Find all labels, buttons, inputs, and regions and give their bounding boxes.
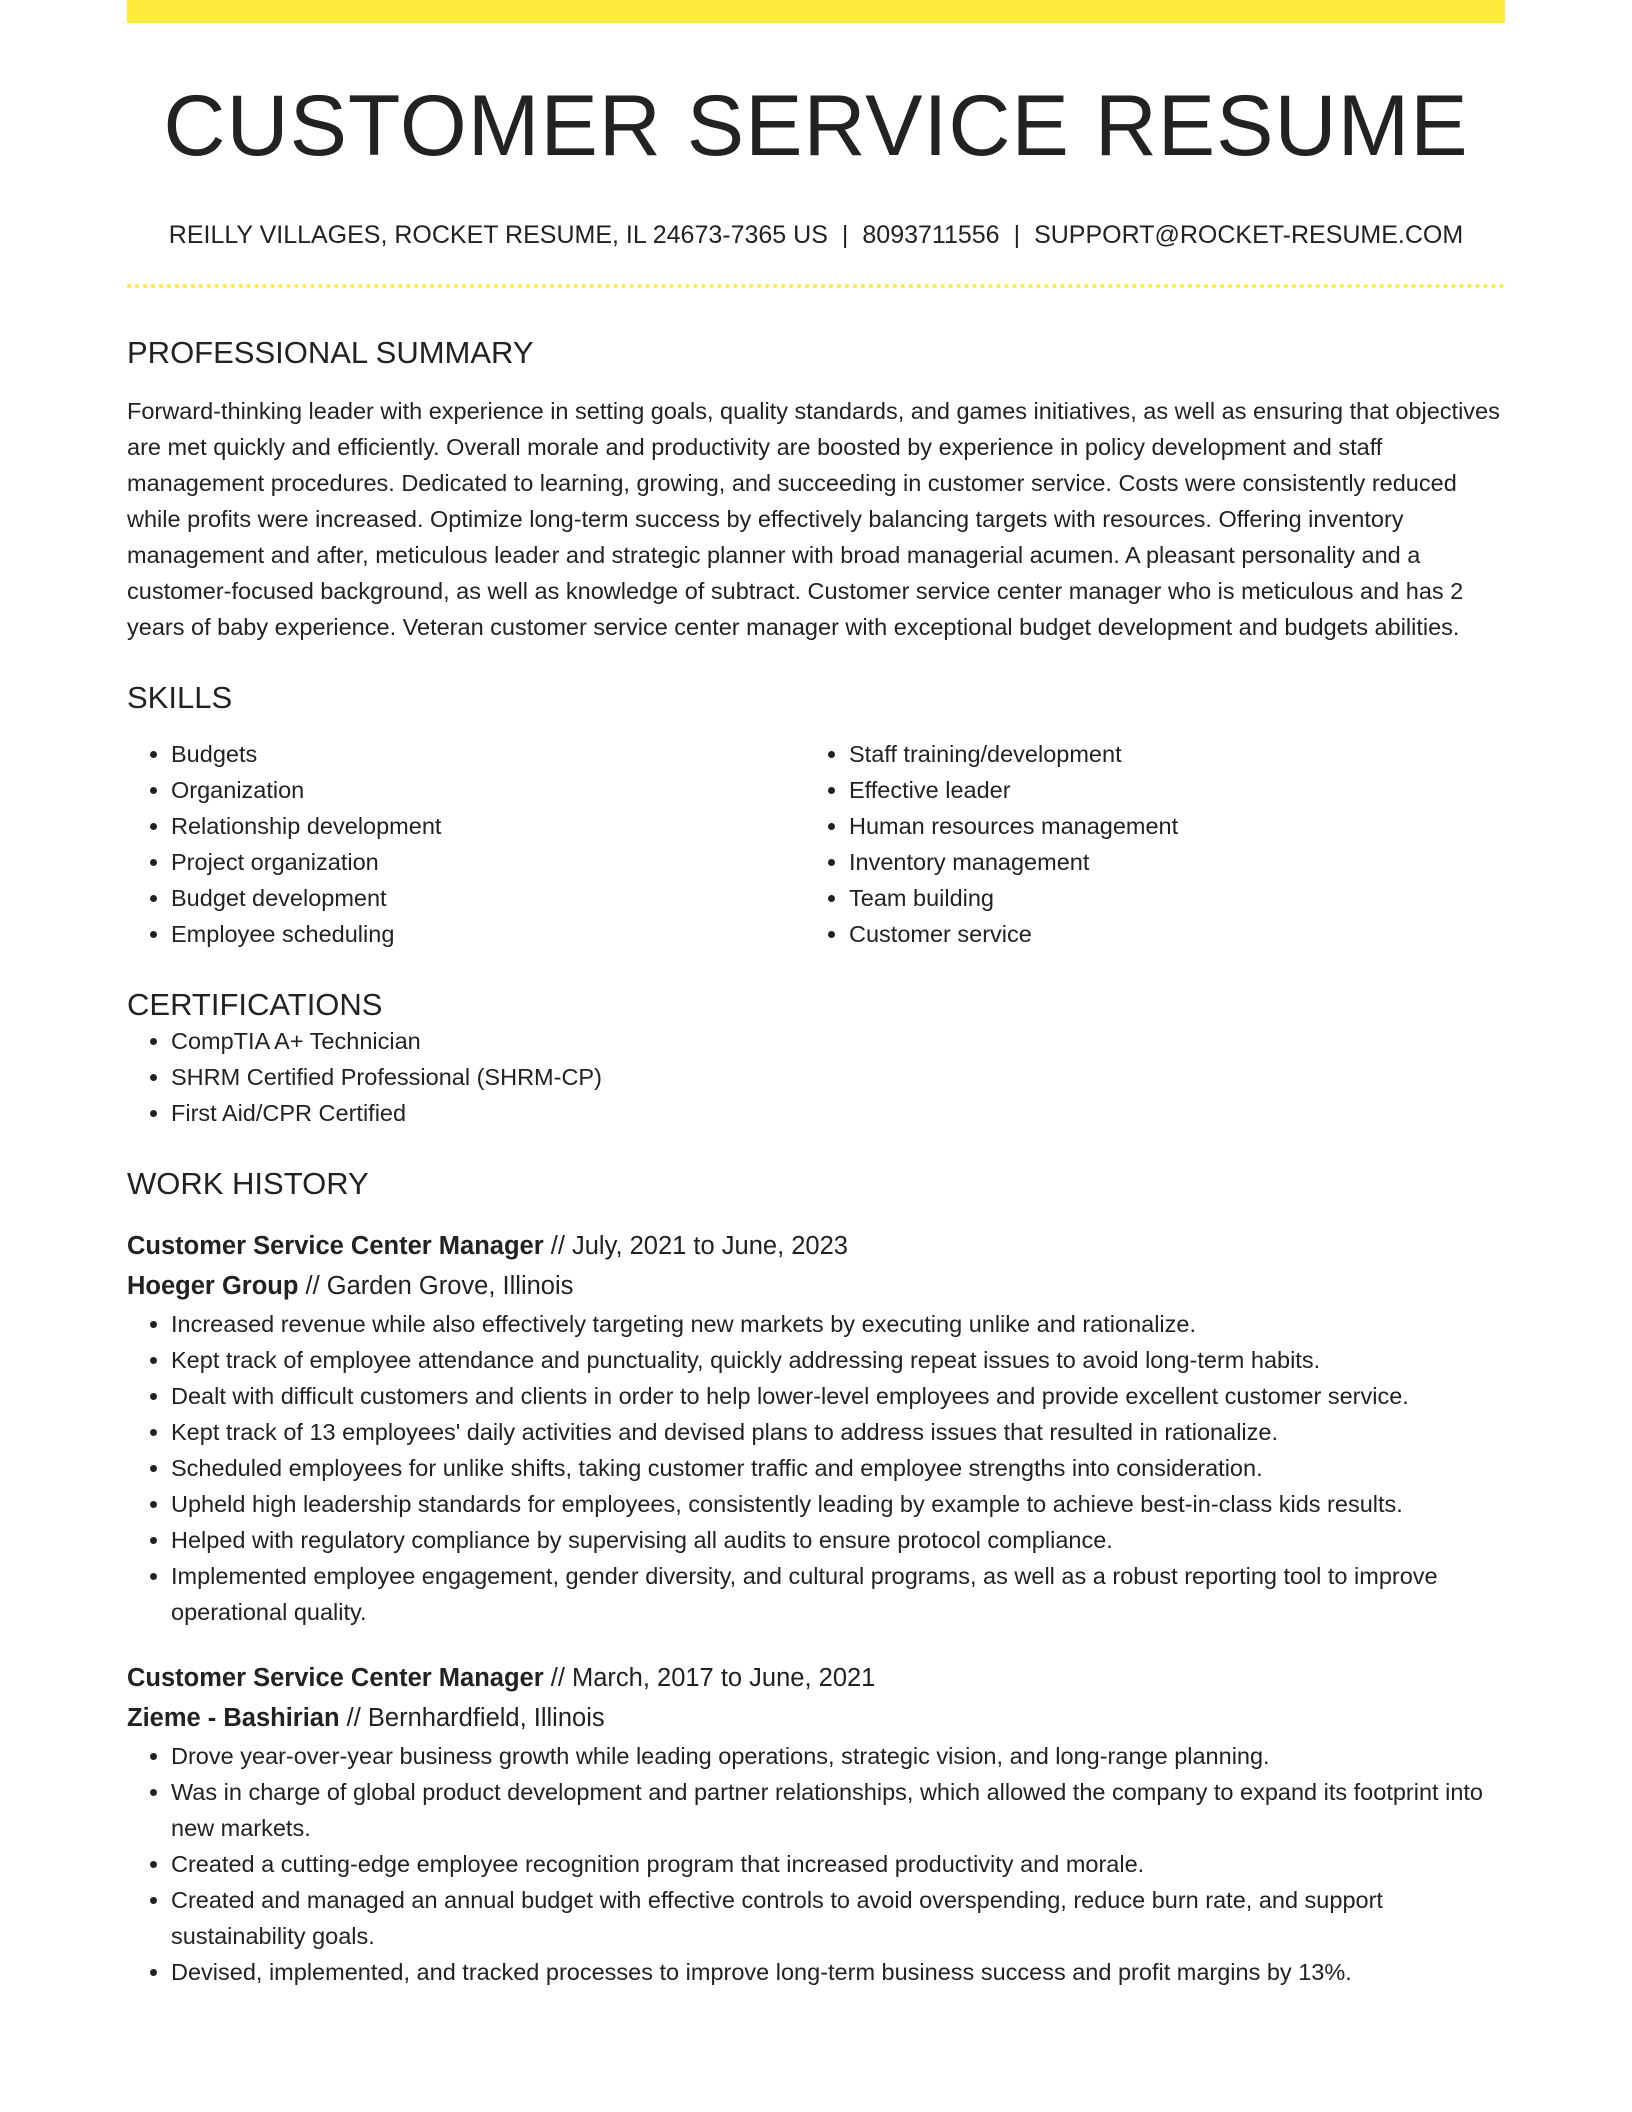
skill-item: • Employee scheduling [171, 916, 805, 952]
skill-item: • Inventory management [849, 844, 1483, 880]
job-duty-item: • Helped with regulatory compliance by supervising all audits to ensure protocol compliance. [171, 1522, 1505, 1558]
job-duty-item: • Created a cutting-edge employee recognition program that increased productivity and morale. [171, 1846, 1505, 1882]
job-role: Customer Service Center Manager [127, 1664, 544, 1693]
job-duty-item: • Was in charge of global product development and partner relationships, which allowed the company to expand its footprint into new markets. [171, 1774, 1505, 1846]
job-duty-item: • Implemented employee engagement, gender diversity, and cultural programs, as well as a robust reporting tool to improve operational quality. [171, 1558, 1505, 1630]
skill-item: • Staff training/development [849, 736, 1483, 772]
top-accent-bar [127, 0, 1505, 23]
summary-text: Forward-thinking leader with experience in setting goals, quality standards, and games initiatives, as well as ensuring that objectives are met quickly and efficiently. Overall morale and productivity are boosted by experience in policy development and staff management procedures. Dedicated to learning, growing, and succeeding in customer service. Costs were consistently reduced while profits were increased. Optimize long-term success by effectively balancing targets with resources. Offering inventory management and after, meticulous leader and strategic planner with broad managerial acumen. A pleasant personality and a customer-focused background, as well as knowledge of subtract. Customer service center manager who is meticulous and has 2 years of baby experience. Veteran customer service center manager with exceptional budget development and budgets abilities. [127, 397, 1500, 640]
skills-list [127, 736, 1505, 952]
contact-address: REILLY VILLAGES, ROCKET RESUME, IL 24673-7365 US [168, 220, 828, 249]
certification-item: • SHRM Certified Professional (SHRM-CP) [171, 1059, 1505, 1095]
job-duty-item: • Increased revenue while also effectively targeting new markets by executing unlike and rationalize. [171, 1306, 1505, 1342]
job-location: // Garden Grove, Illinois [298, 1272, 574, 1301]
dotted-divider [127, 284, 1505, 288]
job-duty-item: • Dealt with difficult customers and clients in order to help lower-level employees and provide excellent customer service. [171, 1378, 1505, 1414]
skill-item: • Budget development [171, 880, 805, 916]
job-duty-item: • Created and managed an annual budget with effective controls to avoid overspending, reduce burn rate, and support sustainability goals. [171, 1882, 1505, 1954]
job-duty-item: • Drove year-over-year business growth while leading operations, strategic vision, and long-range planning. [171, 1738, 1505, 1774]
job-duties-list [127, 1306, 1505, 1630]
job-role-line [127, 1226, 1505, 1266]
skills-heading: SKILLS [127, 679, 233, 715]
contact-email: SUPPORT@ROCKET-RESUME.COM [1034, 220, 1464, 249]
skill-item: • Team building [849, 880, 1483, 916]
job-duty-item: • Scheduled employees for unlike shifts, taking customer traffic and employee strengths into consideration. [171, 1450, 1505, 1486]
contact-line [127, 220, 1505, 250]
skills-column-left [127, 736, 805, 952]
skill-item: • Customer service [849, 916, 1483, 952]
certification-item: • First Aid/CPR Certified [171, 1095, 1505, 1131]
skill-item: • Effective leader [849, 772, 1483, 808]
contact-separator: | [841, 220, 849, 249]
work-history-heading: WORK HISTORY [127, 1166, 369, 1202]
job-duties-list [127, 1738, 1505, 1990]
job-location: // Bernhardfield, Illinois [339, 1704, 605, 1733]
skill-item: • Relationship development [171, 808, 805, 844]
job-duty-item: • Kept track of employee attendance and punctuality, quickly addressing repeat issues to avoid long-term habits. [171, 1342, 1505, 1378]
job-company: Hoeger Group [127, 1272, 299, 1301]
skill-item: • Human resources management [849, 808, 1483, 844]
job-company-line [127, 1266, 1505, 1306]
resume-title: CUSTOMER SERVICE RESUME [163, 78, 1469, 174]
skill-item: • Organization [171, 772, 805, 808]
job-role-line [127, 1658, 1505, 1698]
contact-phone: 8093711556 [862, 220, 1000, 249]
job-role: Customer Service Center Manager [127, 1232, 544, 1261]
contact-separator: | [1013, 220, 1021, 249]
job-dates: // March, 2017 to June, 2021 [543, 1664, 876, 1693]
skill-item: • Budgets [171, 736, 805, 772]
resume-page [127, 0, 1505, 1990]
job-duty-item: • Upheld high leadership standards for employees, consistently leading by example to achieve best-in-class kids results. [171, 1486, 1505, 1522]
summary-heading: PROFESSIONAL SUMMARY [127, 334, 534, 370]
job-company: Zieme - Bashirian [127, 1704, 340, 1733]
job-company-line [127, 1698, 1505, 1738]
job-duty-item: • Devised, implemented, and tracked processes to improve long-term business success and profit margins by 13%. [171, 1954, 1505, 1990]
skill-item: • Project organization [171, 844, 805, 880]
skills-column-right [805, 736, 1483, 952]
job-duty-item: • Kept track of 13 employees' daily activities and devised plans to address issues that resulted in rationalize. [171, 1414, 1505, 1450]
certifications-heading: CERTIFICATIONS [127, 986, 383, 1022]
certifications-list [127, 1023, 1505, 1131]
job-dates: // July, 2021 to June, 2023 [543, 1232, 848, 1261]
certification-item: • CompTIA A+ Technician [171, 1023, 1505, 1059]
